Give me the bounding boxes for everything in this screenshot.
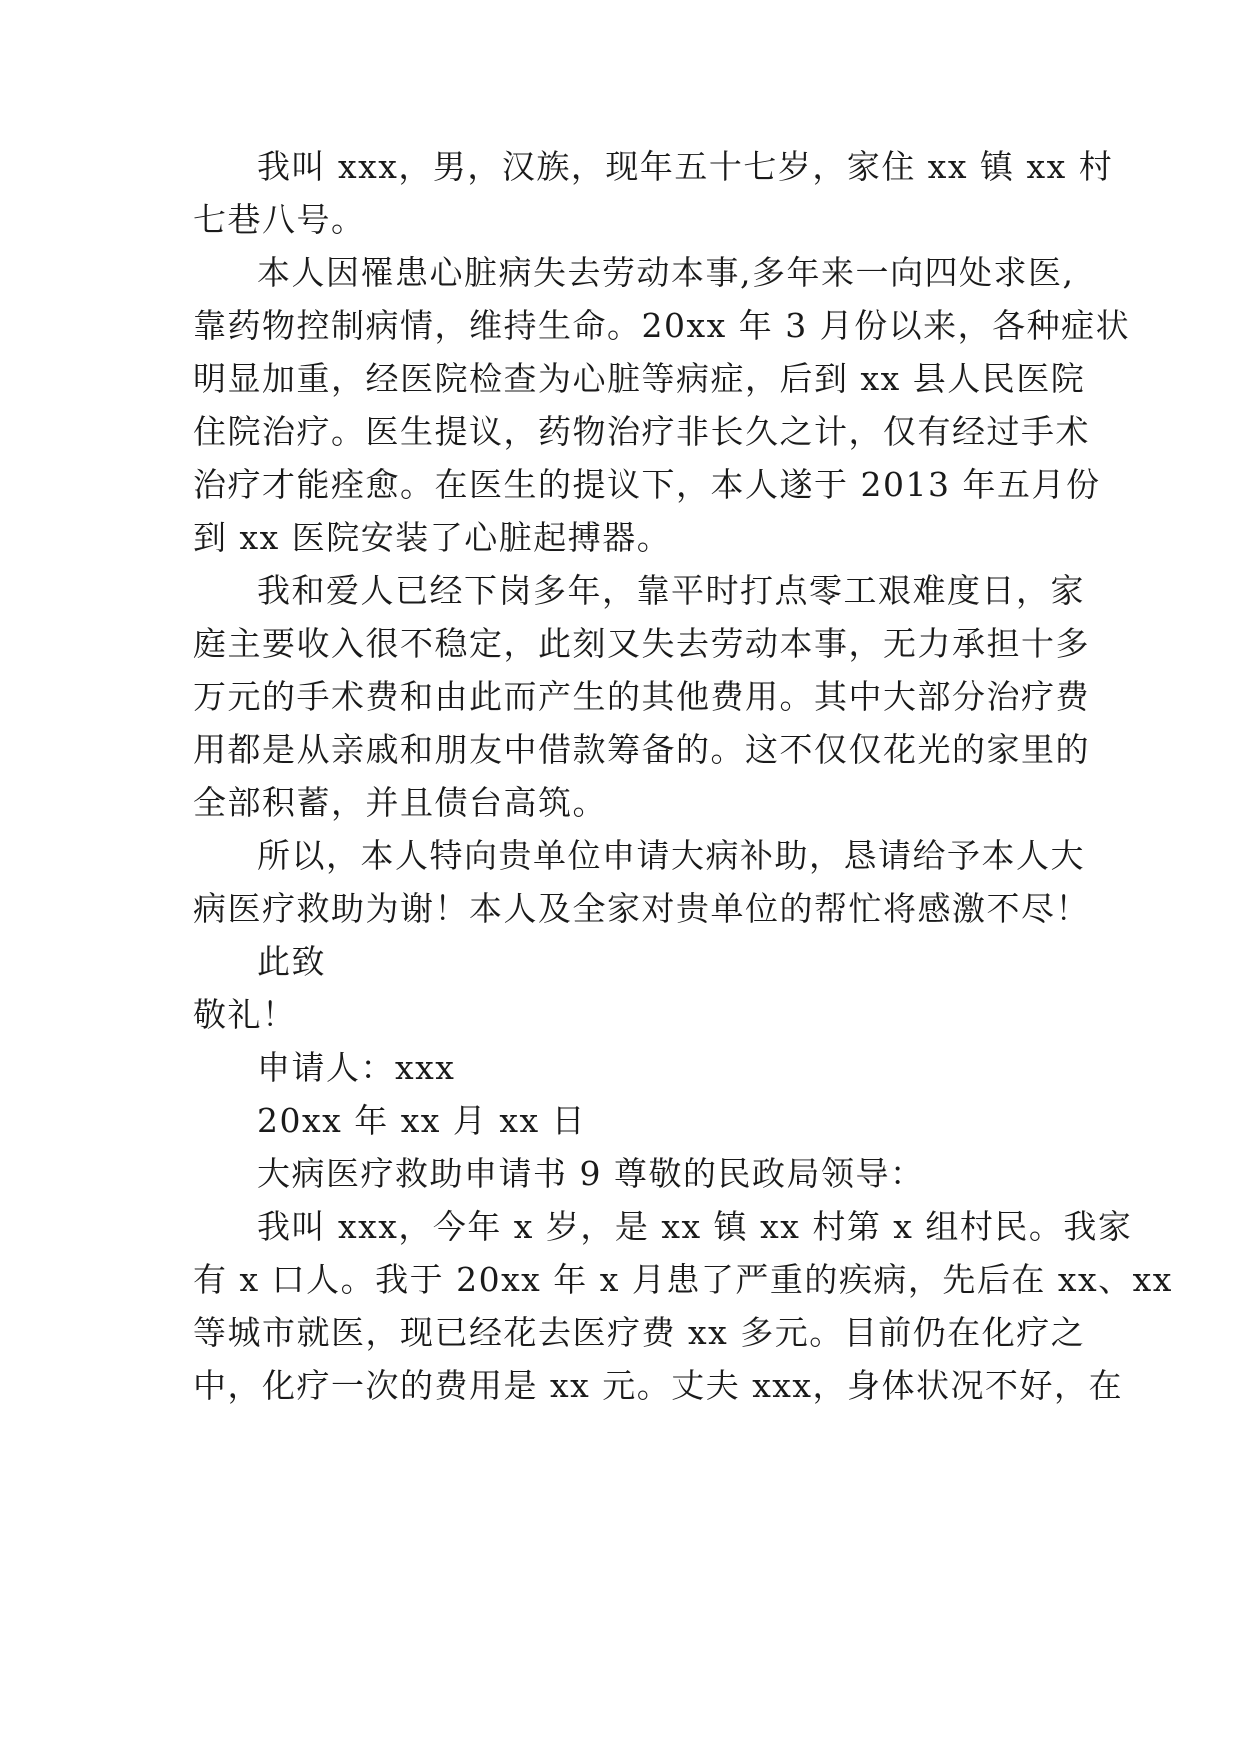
text-line: 到 xx 医院安装了心脏起搏器。 <box>193 518 672 557</box>
text-line: 有 x 口人。我于 20xx 年 x 月患了严重的疾病，先后在 xx、xx <box>193 1260 1173 1299</box>
text-line: 中，化疗一次的费用是 xx 元。丈夫 xxx，身体状况不好，在 <box>193 1366 1124 1405</box>
text-line: 明显加重，经医院检查为心脏等病症，后到 xx 县人民医院 <box>193 359 1086 398</box>
text-line: 庭主要收入很不稳定，此刻又失去劳动本事，无力承担十多 <box>193 624 1090 663</box>
text-line: 用都是从亲戚和朋友中借款筹备的。这不仅仅花光的家里的 <box>193 730 1090 769</box>
text-line: 住院治疗。医生提议，药物治疗非长久之计，仅有经过手术 <box>193 412 1090 451</box>
text-line: 本人因罹患心脏病失去劳动本事,多年来一向四处求医, <box>257 253 1075 292</box>
text-line: 治疗才能痊愈。在医生的提议下，本人遂于 2013 年五月份 <box>193 465 1101 504</box>
text-line: 大病医疗救助申请书 9 尊敬的民政局领导： <box>257 1154 925 1193</box>
text-line: 我叫 xxx，男，汉族，现年五十七岁，家住 xx 镇 xx 村 <box>257 147 1114 186</box>
date-line: 20xx 年 xx 月 xx 日 <box>257 1101 587 1140</box>
text-line: 我和爱人已经下岗多年，靠平时打点零工艰难度日，家 <box>257 571 1085 610</box>
text-line: 全部积蓄，并且债台高筑。 <box>193 783 607 822</box>
text-line: 所以，本人特向贵单位申请大病补助，恳请给予本人大 <box>257 836 1085 875</box>
salutation-line: 敬礼！ <box>193 995 297 1034</box>
applicant-line: 申请人：xxx <box>257 1048 456 1087</box>
text-line: 万元的手术费和由此而产生的其他费用。其中大部分治疗费 <box>193 677 1090 716</box>
text-line: 等城市就医，现已经花去医疗费 xx 多元。目前仍在化疗之 <box>193 1313 1086 1352</box>
text-line: 靠药物控制病情，维持生命。20xx 年 3 月份以来，各种症状 <box>193 306 1131 345</box>
closing-line: 此致 <box>257 942 326 981</box>
text-line: 七巷八号。 <box>193 200 366 239</box>
text-line: 病医疗救助为谢！本人及全家对贵单位的帮忙将感激不尽！ <box>193 889 1090 928</box>
text-line: 我叫 xxx，今年 x 岁，是 xx 镇 xx 村第 x 组村民。我家 <box>257 1207 1133 1246</box>
